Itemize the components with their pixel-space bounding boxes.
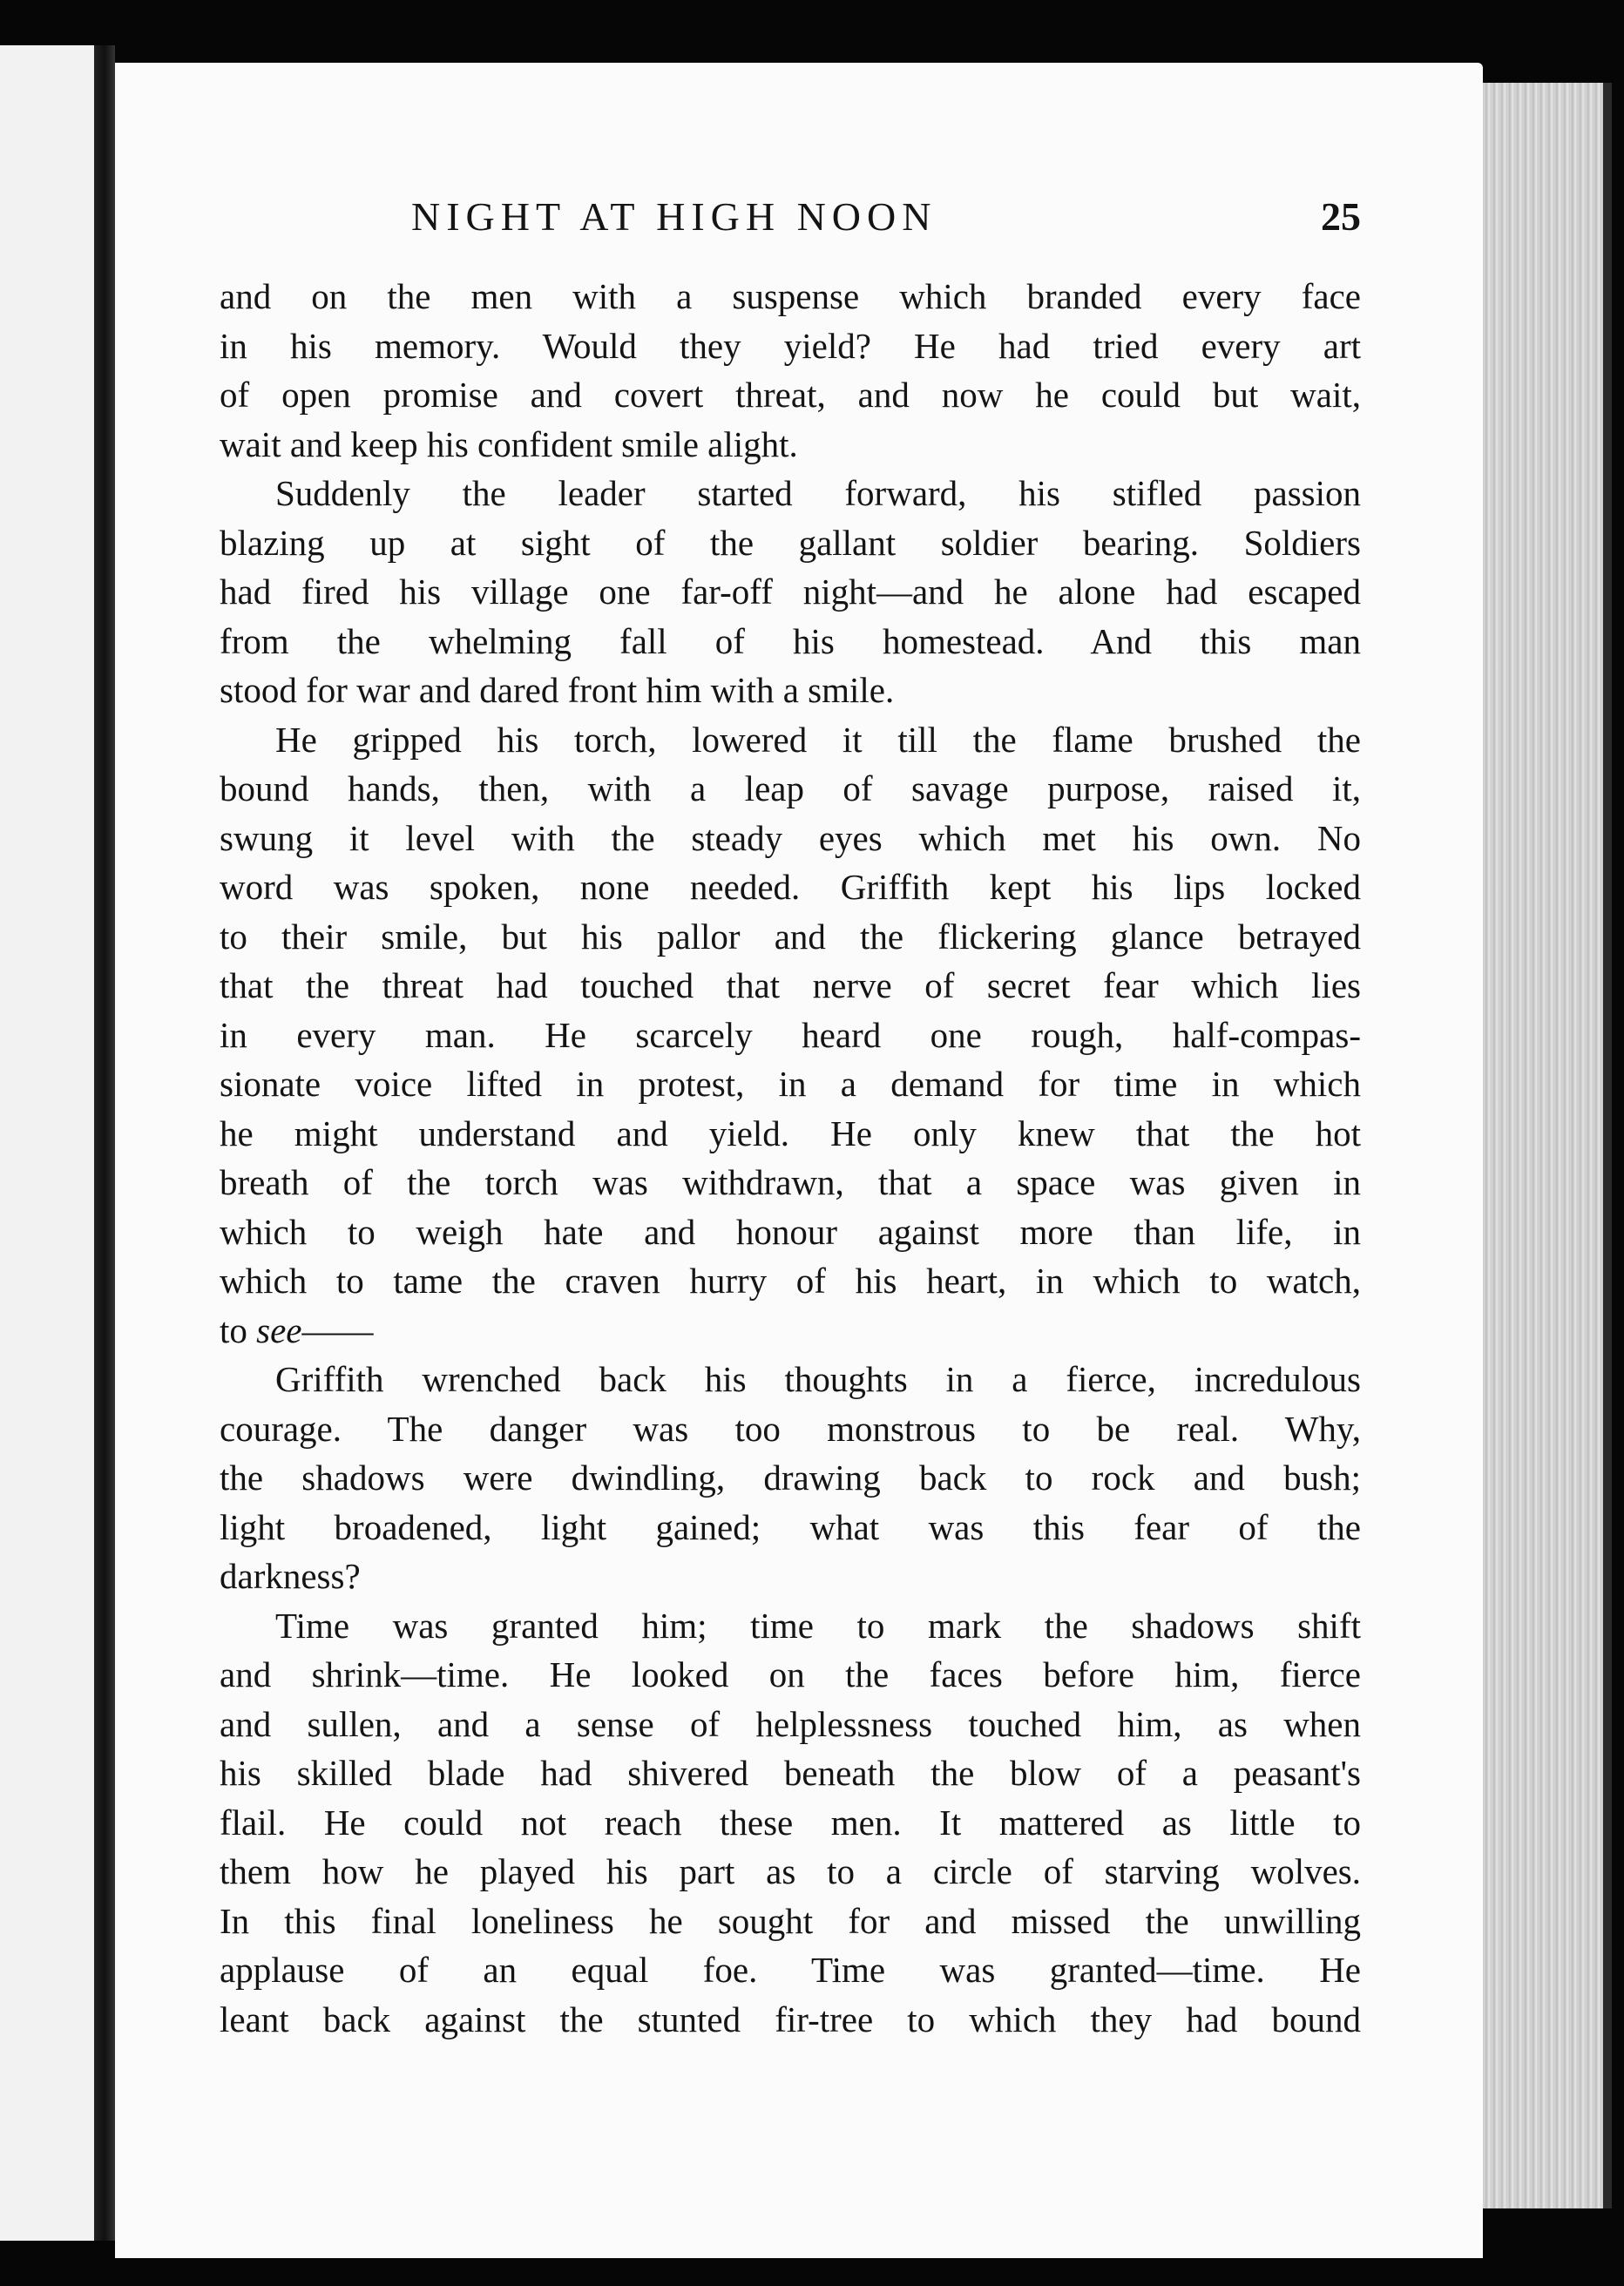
text-line: in every man. He scarcely heard one rough, half-compas- xyxy=(220,1014,1361,1055)
text-line: applause of an equal foe. Time was granted—time. He xyxy=(220,1950,1361,1990)
text-line: the shadows were dwindling, drawing back to rock and bush; xyxy=(220,1457,1361,1498)
running-title: NIGHT AT HIGH NOON xyxy=(411,194,937,239)
text-line: breath of the torch was withdrawn, that a space was given in xyxy=(220,1162,1361,1202)
text-fragment: to xyxy=(220,1309,257,1350)
paragraph-1 xyxy=(220,272,1361,469)
text-line: He gripped his torch, lowered it till the flame brushed the xyxy=(275,719,1361,760)
text-line: from the whelming fall of his homestead. And this man xyxy=(220,620,1361,661)
book-gutter xyxy=(94,45,115,2241)
text-line: light broadened, light gained; what was this fear of the xyxy=(220,1506,1361,1547)
text-line: his skilled blade had shivered beneath the blow of a peasant's xyxy=(220,1753,1361,1793)
page-text-block xyxy=(220,193,1361,2044)
text-line: flail. He could not reach these men. It mattered as little to xyxy=(220,1802,1361,1843)
text-line: he might understand and yield. He only knew that the hot xyxy=(220,1113,1361,1153)
text-line: wait and keep his confident smile alight. xyxy=(220,423,798,464)
text-line-final xyxy=(220,1306,1361,1356)
text-line: and sullen, and a sense of helplessness touched him, as when xyxy=(220,1703,1361,1744)
text-line: in his memory. Would they yield? He had tried every art xyxy=(220,325,1361,366)
page-number: 25 xyxy=(1321,194,1361,239)
em-dash: —— xyxy=(301,1309,374,1350)
text-line: and shrink—time. He looked on the faces before him, fierce xyxy=(220,1654,1361,1694)
text-line: which to tame the craven hurry of his heart, in which to watch, xyxy=(220,1261,1361,1301)
paragraph-5 xyxy=(220,1601,1361,2045)
text-line: bound hands, then, with a leap of savage purpose, raised it, xyxy=(220,768,1361,808)
text-line: word was spoken, none needed. Griffith kept his lips locked xyxy=(220,867,1361,907)
book-page xyxy=(115,63,1483,2258)
text-line: stood for war and dared front him with a smile. xyxy=(220,670,895,710)
text-line: In this final loneliness he sought for and missed the unwilling xyxy=(220,1900,1361,1941)
text-line: Suddenly the leader started forward, his stifled passion xyxy=(275,473,1361,513)
text-line: to their smile, but his pallor and the flickering glance betrayed xyxy=(220,916,1361,957)
italic-word: see xyxy=(256,1309,302,1350)
text-line: Time was granted him; time to mark the shadows shift xyxy=(275,1605,1361,1646)
text-line: that the threat had touched that nerve of secret fear which lies xyxy=(220,965,1361,1005)
text-line: which to weigh hate and honour against more than life, in xyxy=(220,1211,1361,1252)
left-page-edge xyxy=(0,45,94,2241)
text-line: had fired his village one far-off night—and he alone had escaped xyxy=(220,572,1361,612)
text-line: them how he played his part as to a circle of starving wolves. xyxy=(220,1851,1361,1891)
text-line: and on the men with a suspense which branded every face xyxy=(220,276,1361,316)
text-line: of open promise and covert threat, and now he could but wait, xyxy=(220,375,1361,415)
paragraph-2 xyxy=(220,469,1361,715)
text-line: leant back against the stunted fir-tree to which they had bound xyxy=(220,1999,1361,2039)
text-line: blazing up at sight of the gallant soldier bearing. Soldiers xyxy=(220,522,1361,563)
page-fore-edge xyxy=(1468,83,1612,2208)
paragraph-4 xyxy=(220,1355,1361,1601)
running-head xyxy=(220,193,1361,272)
text-line: Griffith wrenched back his thoughts in a fierce, incredulous xyxy=(275,1359,1361,1399)
text-line: sionate voice lifted in protest, in a demand for time in which xyxy=(220,1064,1361,1104)
paragraph-3 xyxy=(220,715,1361,1356)
text-line: darkness? xyxy=(220,1556,361,1596)
text-line: swung it level with the steady eyes which met his own. No xyxy=(220,817,1361,858)
text-line: courage. The danger was too monstrous to be real. Why, xyxy=(220,1408,1361,1449)
